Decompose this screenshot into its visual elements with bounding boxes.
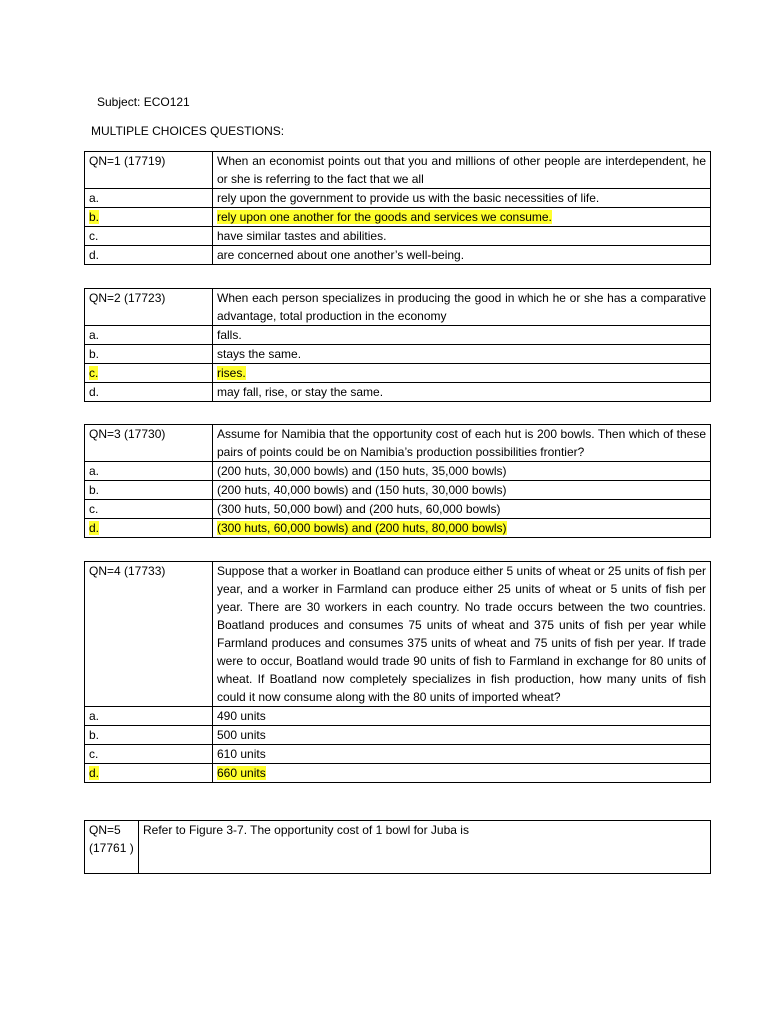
question-text: When each person specializes in producing the good in which he or she has a comparative advantage, total production in the economy	[213, 289, 711, 326]
option-text: stays the same.	[213, 345, 711, 364]
option-letter: d.	[85, 246, 213, 265]
option-text: (200 huts, 40,000 bowls) and (150 huts, 30,000 bowls)	[213, 481, 711, 500]
option-letter: b.	[85, 481, 213, 500]
option-text: 500 units	[213, 726, 711, 745]
option-row-correct	[85, 208, 711, 227]
option-row	[85, 227, 711, 246]
option-text-highlighted: 660 units	[217, 766, 266, 780]
option-letter: a.	[85, 189, 213, 208]
subject-line: Subject: ECO121	[97, 95, 190, 109]
option-text-highlighted: rises.	[217, 366, 246, 380]
question-id: QN=5 (17761 )	[85, 821, 139, 874]
option-text: 610 units	[213, 745, 711, 764]
option-text-highlighted: (300 huts, 60,000 bowls) and (200 huts, 80,000 bowls)	[217, 521, 507, 535]
option-text: are concerned about one another’s well-being.	[213, 246, 711, 265]
option-letter-highlighted: d.	[89, 521, 100, 535]
question-id: QN=1 (17719)	[85, 152, 213, 189]
option-row	[85, 383, 711, 402]
question-text: When an economist points out that you and millions of other people are interdependent, he or she is referring to the fact that we all	[213, 152, 711, 189]
option-text: 490 units	[213, 707, 711, 726]
question-text: Suppose that a worker in Boatland can produce either 5 units of wheat or 25 units of fish per year, and a worker in Farmland can produce either 25 units of wheat or 5 units of fish per year. There are 30 workers in each country. No trade occurs between the two countries. Boatland produces and consumes 75 units of wheat and 375 units of fish per year while Farmland produces and consumes 375 units of wheat and 75 units of fish per year. If trade were to occur, Boatland would trade 90 units of fish to Farmland in exchange for 80 units of wheat. If Boatland now completely specializes in fish production, how many units of fish could it now consume along with the 80 units of imported wheat?	[213, 562, 711, 707]
option-letter: b.	[85, 345, 213, 364]
option-text: rely upon the government to provide us with the basic necessities of life.	[213, 189, 711, 208]
question-row	[85, 289, 711, 326]
question-table-5	[84, 820, 711, 874]
option-text: falls.	[213, 326, 711, 345]
question-row	[85, 152, 711, 189]
option-letter: a.	[85, 707, 213, 726]
question-row	[85, 821, 711, 874]
option-letter: b.	[85, 726, 213, 745]
option-text-highlighted: rely upon one another for the goods and services we consume.	[217, 210, 552, 224]
option-text: may fall, rise, or stay the same.	[213, 383, 711, 402]
option-text: (200 huts, 30,000 bowls) and (150 huts, 35,000 bowls)	[213, 462, 711, 481]
option-row	[85, 726, 711, 745]
option-row	[85, 246, 711, 265]
option-row	[85, 326, 711, 345]
question-row	[85, 562, 711, 707]
question-text: Assume for Namibia that the opportunity cost of each hut is 200 bowls. Then which of these pairs of points could be on Namibia’s production possibilities frontier?	[213, 425, 711, 462]
option-text: (300 huts, 50,000 bowl) and (200 huts, 60,000 bowls)	[213, 500, 711, 519]
question-id: QN=4 (17733)	[85, 562, 213, 707]
option-letter: c.	[85, 500, 213, 519]
question-id: QN=2 (17723)	[85, 289, 213, 326]
option-row	[85, 345, 711, 364]
option-row	[85, 707, 711, 726]
option-row	[85, 745, 711, 764]
question-id: QN=3 (17730)	[85, 425, 213, 462]
question-text: Refer to Figure 3-7. The opportunity cost of 1 bowl for Juba is	[139, 821, 711, 874]
option-row	[85, 500, 711, 519]
question-table-1	[84, 151, 711, 265]
question-row	[85, 425, 711, 462]
option-letter: a.	[85, 462, 213, 481]
question-table-4	[84, 561, 711, 783]
option-text: have similar tastes and abilities.	[213, 227, 711, 246]
option-row-correct	[85, 364, 711, 383]
option-letter-highlighted: b.	[89, 210, 100, 224]
option-row	[85, 189, 711, 208]
option-row	[85, 481, 711, 500]
option-letter: c.	[85, 227, 213, 246]
section-heading: MULTIPLE CHOICES QUESTIONS:	[91, 124, 285, 138]
option-letter-highlighted: c.	[89, 366, 99, 380]
option-row-correct	[85, 764, 711, 783]
question-table-3	[84, 424, 711, 538]
option-row	[85, 462, 711, 481]
option-letter-highlighted: d.	[89, 766, 100, 780]
option-letter: a.	[85, 326, 213, 345]
option-letter: c.	[85, 745, 213, 764]
question-table-2	[84, 288, 711, 402]
option-letter: d.	[85, 383, 213, 402]
option-row-correct	[85, 519, 711, 538]
